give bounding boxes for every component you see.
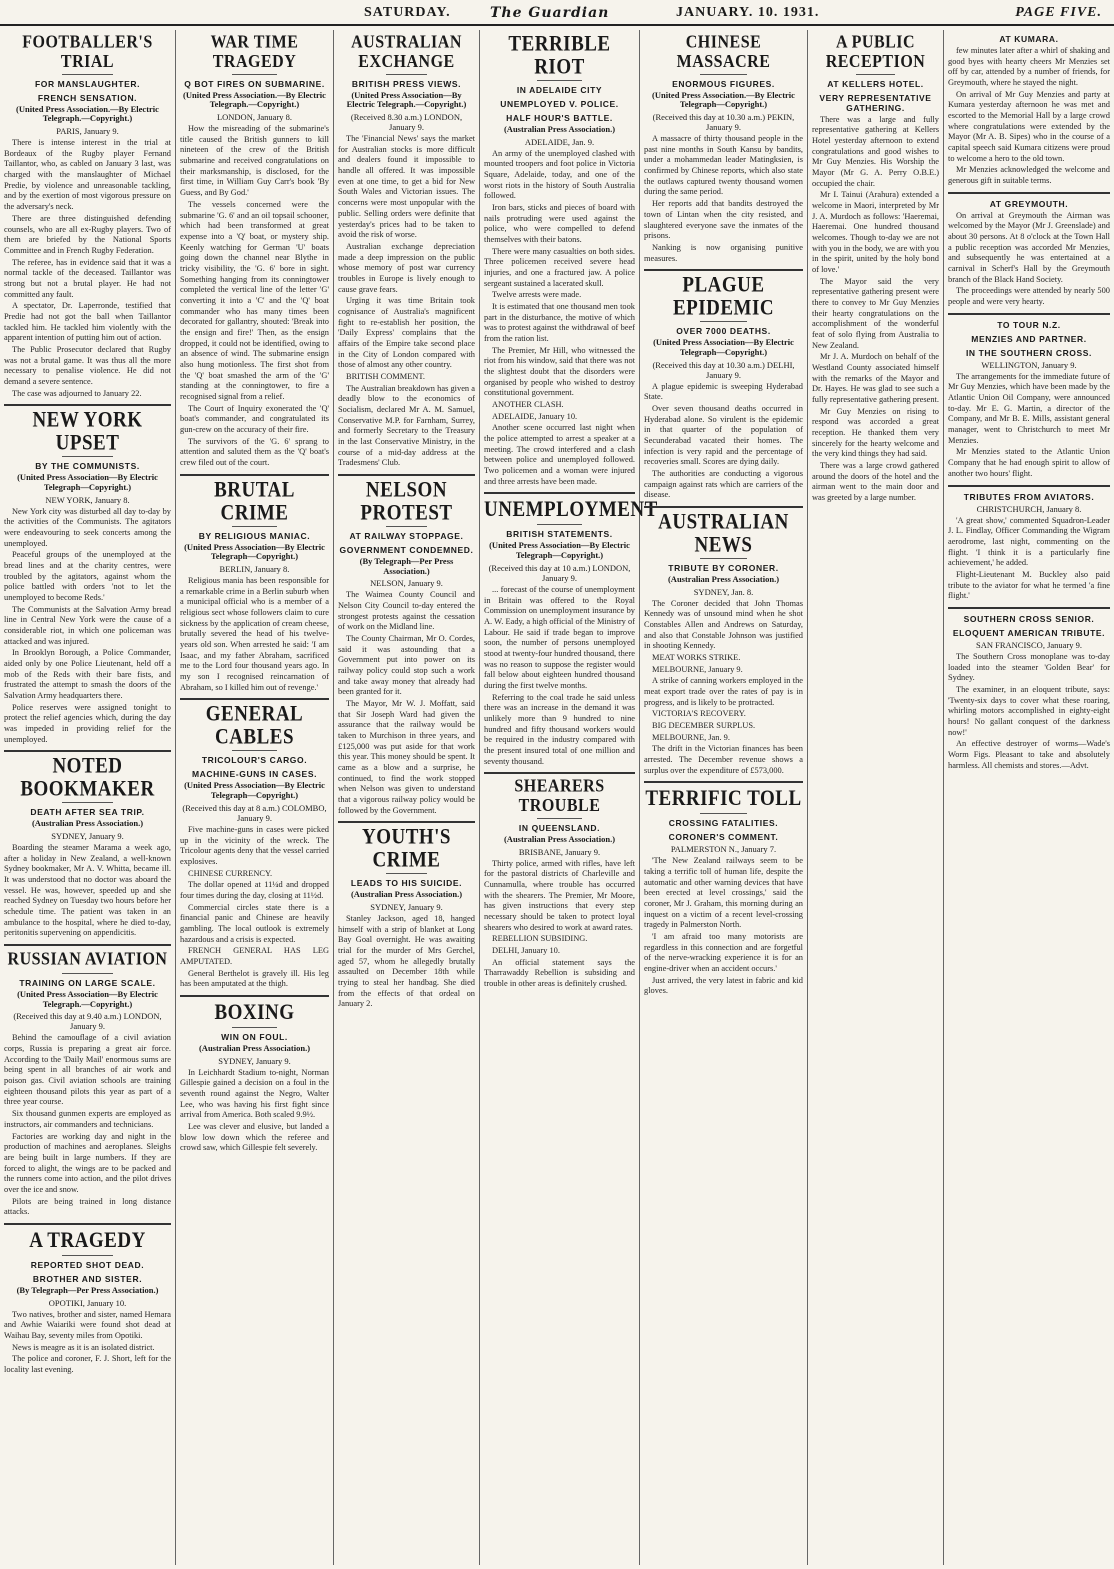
- dateline: (Received 8.30 a.m.) LONDON, January 9.: [350, 112, 463, 133]
- subhead: WIN ON FOUL.: [221, 1031, 288, 1042]
- article: [644, 269, 803, 501]
- paragraph: Urging it was time Britain took cognisance of Australia's magnificent fight to re-establish her position, the 'Daily Express' complains that the affairs of the Empire take second place in the City of London compared with those of almost any other country.: [338, 296, 475, 370]
- article: [644, 32, 803, 264]
- headline: GENERAL CABLES: [205, 702, 304, 750]
- paragraph: On arrival of Mr Guy Menzies and party at Kumara yesterday afternoon he was met and escorted to the Memorial Hall by a large crowd where congratulations were extended by the Mayor (Mr A. B. Sipes) who in the course of a capital speech said Kumara citizens were proud to welcome a hero to the old town.: [948, 89, 1110, 163]
- article: [338, 32, 475, 469]
- headline-rule: [537, 818, 582, 819]
- headline: FOOTBALLER'S TRIAL: [22, 32, 153, 72]
- page-number: PAGE FIVE.: [1015, 5, 1102, 20]
- headline-rule: [700, 321, 748, 322]
- column-divider: [948, 607, 1110, 609]
- paragraph: Religious mania has been responsible for a remarkable crime in a Berlin suburb when a municipal official who is a member of a religious sect whose followers claim to cure sickness by the application of cream cheese, brutally severed the head of his twelve-years old son. When arrested he said: 'I am Isaac, and my father Abraham, sacrificed me to the Lord four thousand years ago. In my son I recognised reincarnation of Abraham, so I killed him out of revenge.': [180, 576, 329, 692]
- article-body: [644, 599, 803, 777]
- column-2: [176, 30, 334, 1565]
- article-body: [948, 46, 1110, 187]
- paragraph: The County Chairman, Mr O. Cordes, said it was astounding that a Government put into power on its railway policy could stop such a work and take away money that already had been granted for it.: [338, 634, 475, 697]
- article: [338, 474, 475, 817]
- headline-rule: [700, 558, 748, 559]
- headline: NOTED BOOKMAKER: [20, 754, 155, 802]
- headline: CHINESE MASSACRE: [676, 32, 771, 72]
- paragraph: Over seven thousand deaths occurred in Hyderabad alone. So virulent is the epidemic in that quarter of the population of Secunderabad vacated their homes. The infection is very rapid and the percentage of recoveries small. Scores are dying daily.: [644, 403, 803, 467]
- paragraph: Stanley Jackson, aged 18, hanged himself with a strip of blanket at Long Bay Goal overnight. He was awaiting trial for the murder of Mrs Gerchel, aged 57, whom he allegedly brutally assaulted on December 18th while trying to steal her handbag. She died from the effects of that ordeal on January 2.: [338, 914, 475, 1009]
- article-body: [484, 585, 635, 767]
- subhead: ENORMOUS FIGURES.: [672, 78, 775, 89]
- headline-rule: [232, 74, 277, 75]
- paragraph: BIG DECEMBER SURPLUS.: [652, 721, 756, 731]
- wire-credit: (Australian Press Association.): [667, 573, 780, 584]
- subhead: BY THE COMMUNISTS.: [35, 461, 140, 472]
- paragraph: There was a large crowd gathered around the doors of the hotel and the airman went to the main door and was greeted by a large number.: [812, 461, 939, 503]
- paragraph: The Waimea County Council and Nelson City Council to-day entered the strongest protests against the cessation of work on the Midland line.: [338, 590, 475, 632]
- paragraph: A strike of canning workers employed in the meat export trade over the rates of pay is in progress, and is likely to be protracted.: [644, 676, 803, 707]
- article-body: [338, 134, 475, 469]
- paragraph: Boarding the steamer Marama a week ago, after a holiday in New Zealand, a well-known Sydney bookmaker, Mr A. V. Whitta, became ill. It was understood that no doctor was aboard the vessel. He was, however, speeded up and she reached Sydney on Tuesday two hours before her schedule time. The patient was taken in an ambulance to the hospital, where he died to-day, peritonitis supervening on appendicitis.: [4, 843, 171, 938]
- dateline: OPOTIKI, January 10.: [48, 1297, 127, 1308]
- column-divider: [4, 944, 171, 946]
- paragraph: The 'Financial News' says the market for Australian stocks is more difficult and dealers found it impossible to handle all offered. It was impossible even at one time, to get a bid for New South Wales and Victorian issues. The concerns were most unpopular with the public. Selling orders were definite that yesterday's prices had to be taken to avoid the risk of worse.: [338, 134, 475, 240]
- column-1: [0, 30, 176, 1565]
- subhead: FOR MANSLAUGHTER.: [34, 78, 141, 89]
- headline: AUSTRALIAN EXCHANGE: [351, 32, 462, 72]
- article-body: [4, 843, 171, 939]
- paragraph: In Leichhardt Stadium to-night, Norman Gillespie gained a decision on a foul in the seventh round against the Negro, Walter Lee, who was having his first fight since arrival from America. Both scaled 9.9½.: [180, 1067, 329, 1120]
- dateline: ADELAIDE, Jan. 9.: [524, 136, 595, 147]
- column-divider: [4, 750, 171, 752]
- headline-rule: [386, 74, 427, 75]
- subhead: AT RAILWAY STOPPAGE.: [349, 530, 464, 541]
- dateline: BERLIN, January 8.: [219, 564, 290, 575]
- paragraph: Another scene occurred last night when the police attempted to arrest a speaker at a meeting. The crowd interfered and a clash between police and unemployed followed. Two policemen and a woman were injured and three arrests have been made.: [484, 423, 635, 486]
- article-body: [4, 1033, 171, 1217]
- paragraph: Factories are working day and night in the production of machines and aeroplanes. Sleighs are being built in large numbers. If they are forced to alight, the wings are to be packed and the runners come into action, and the pilot drives over the ice and snow.: [4, 1131, 171, 1194]
- subhead: IN THE SOUTHERN CROSS.: [965, 347, 1093, 358]
- wire-credit: (United Press Association.—By Electric Telegraph—Copyright.): [652, 89, 795, 110]
- headline-rule: [386, 526, 427, 527]
- paragraph: Two natives, brother and sister, named Hemara and Awhie Waiariki were found shot dead at Waihau Bay, seventy miles from Opotiki.: [4, 1309, 171, 1340]
- article: [948, 485, 1110, 602]
- paragraph: ANOTHER CLASH.: [492, 400, 564, 410]
- paragraph: Five machine-guns in cases were picked up in the vicinity of the wreck. The Tricolour agents deny that the vessel carried explosives.: [180, 824, 329, 866]
- dateline: SAN FRANCISCO, January 9.: [975, 639, 1083, 650]
- dateline: (Received this day at 9.40 a.m.) LONDON, January 9.: [13, 1011, 162, 1032]
- dateline: (Received this day at 10.30 a.m.) DELHI, January 9.: [652, 359, 795, 380]
- dateline: NELSON, January 9.: [370, 578, 443, 589]
- paragraph: There is intense interest in the trial at Bordeaux of the Rugby player Fernand Taillantor, who, as cabled on January 3 last, was charged with the manslaughter of Michael Predie, by violence and unreasonable tackling, and by the exertion of most vigorous pressure on the adversary's neck.: [4, 138, 171, 212]
- paragraph: There are three distinguished defending counsels, who are all ex-Rugby players. Two of them are briefed by the National Sports Committee and in French Rugby Federation.: [4, 213, 171, 255]
- headline-rule: [386, 873, 427, 874]
- headline: RUSSIAN AVIATION: [7, 949, 168, 970]
- article-body: [180, 1068, 329, 1154]
- paragraph: The examiner, in an eloquent tribute, says: 'Twenty-six days to cover what these roaring, whirling motors accomplished in eighty-eight hours! No gallant conquest of the darkness now!': [948, 684, 1110, 737]
- subhead: REPORTED SHOT DEAD.: [30, 1259, 145, 1270]
- paragraph: The police and coroner, F. J. Short, left for the locality last evening.: [4, 1354, 171, 1374]
- column-divider: [644, 506, 803, 508]
- column-divider: [180, 698, 329, 700]
- paragraph: New York city was disturbed all day to-day by the activities of the Communists. The agitators were endeavouring to seek concerts among the unemployed.: [4, 506, 171, 548]
- subhead: OVER 7000 DEATHS.: [676, 326, 771, 337]
- paragraph: The Australian breakdown has given a deadly blow to the economics of Socialism, declared Mr A. M. Samuel, Conservative M.P. for Farnham, Surrey, and formerly Secretary to the Treasury in the last Conservative Ministry, in the course of a mid-day address at the Tradesmens' Club.: [338, 383, 475, 468]
- article-body: [948, 211, 1110, 308]
- subhead: FRENCH SENSATION.: [37, 92, 138, 103]
- subhead: BRITISH STATEMENTS.: [506, 529, 613, 540]
- headline-rule: [62, 802, 112, 803]
- article: [644, 781, 803, 997]
- article: [948, 607, 1110, 771]
- article: [948, 192, 1110, 308]
- paragraph: In Brooklyn Borough, a Police Commander, aided only by one Police Lieutenant, held off a mob of the Reds with their bare fists, and frustrated the attempt to smash the doors of the Salvation Army headquarters there.: [4, 648, 171, 701]
- subhead: AT KELLERS HOTEL.: [827, 78, 924, 89]
- paragraph: CHINESE CURRENCY.: [188, 868, 273, 878]
- dateline: LONDON, January 8.: [216, 112, 293, 123]
- paragraph: The dollar opened at 11¼d and dropped four times during the day, closing at 11½d.: [180, 880, 329, 900]
- subhead: CORONER'S COMMENT.: [668, 832, 779, 843]
- column-divider: [338, 821, 475, 823]
- headline-rule: [232, 750, 277, 751]
- column-divider: [4, 1223, 171, 1225]
- paragraph: Behind the camouflage of a civil aviation corps, Russia is preparing a great air force. According to the 'Daily Mail' enormous sums are being spent in all branches of air work and poison gas. Civil aviation schools are training eighteen thousand pilots this year as part of a three year course.: [4, 1033, 171, 1107]
- paragraph: The Mayor said the very representative gathering present were there to convey to Mr Guy Menzies their hearty congratulations on the accomplishment of the wonderful feat of solo flying from Australia to New Zealand.: [812, 276, 939, 350]
- subhead: TRICOLOUR'S CARGO.: [201, 755, 308, 766]
- subhead: VERY REPRESENTATIVE GATHERING.: [819, 92, 932, 113]
- headline: A PUBLIC RECEPTION: [825, 32, 926, 72]
- dateline: CHRISTCHURCH, January 8.: [976, 503, 1082, 514]
- article: [4, 404, 171, 745]
- article-body: [812, 115, 939, 504]
- headline: BRUTAL CRIME: [214, 477, 295, 525]
- subhead: ELOQUENT AMERICAN TRIBUTE.: [952, 627, 1106, 638]
- article: [4, 32, 171, 399]
- paragraph: The arrangements for the immediate future of Mr Guy Menzies, which have been made by the Atlantic Union Oil Company, were announced to-day. Mr E. G. Martin, a director of the Company, and Mr B. E. Mills, assistant general manager, went to Christchurch to meet Mr Menzies.: [948, 371, 1110, 445]
- masthead-day: SATURDAY.: [364, 5, 451, 20]
- subhead: TRAINING ON LARGE SCALE.: [19, 977, 156, 988]
- headline-rule: [62, 973, 112, 974]
- subhead: TO TOUR N.Z.: [997, 319, 1061, 330]
- column-divider: [338, 474, 475, 476]
- dateline: SYDNEY, January 9.: [370, 902, 443, 913]
- headline: A TRAGEDY: [29, 1228, 146, 1253]
- headline: NEW YORK UPSET: [32, 408, 143, 456]
- headline: TERRIFIC TOLL: [645, 786, 802, 811]
- paragraph: The Public Prosecutor declared that Rugby was not a brutal game. It was thus all the more necessary to penalise violence. He did not demand a severe sentence.: [4, 344, 171, 386]
- wire-credit: (United Press Association—By Electric Telegraph—Copyright.): [653, 337, 794, 357]
- article: [948, 313, 1110, 480]
- dateline: (Received this day at 8 a.m.) COLOMBO, January 9.: [182, 802, 327, 823]
- paragraph: ... forecast of the course of unemployment in Britain was offered to the Royal Commission on unemployment insurance by A. W. Eady, a high official of the Ministry of Labour. He said if trade began to improve soon, the number of persons unemployed stood at twenty-four hundred thousand, there was no reason to suppose the register would fall below about eighteen hundred thousand during the first twelve months.: [484, 584, 635, 690]
- headline: WAR TIME TRAGEDY: [210, 32, 299, 72]
- paragraph: Mr J. A. Murdoch on behalf of the Westland County associated himself with the remarks of the Mayor and Dr. Hayes. He was glad to see such a fully representative gathering present.: [812, 352, 939, 405]
- wire-credit: (United Press Association—By Electric Telegraph—Copyright.): [184, 780, 325, 801]
- headline: NELSON PROTEST: [360, 477, 453, 525]
- headline: UNEMPLOYMENT: [484, 497, 658, 522]
- headline: PLAGUE EPIDEMIC: [672, 273, 775, 321]
- dateline: (Received this day at 10 a.m.) LONDON, January 9.: [488, 562, 631, 583]
- paragraph: The Coroner decided that John Thomas Kennedy was of unsound mind when he shot Constables Allen and Andrews on Saturday, and also that Constable Johnson was justified in shooting Kennedy.: [644, 598, 803, 651]
- headline-rule: [232, 1027, 277, 1028]
- article: [484, 31, 635, 487]
- paragraph: How the misreading of the submarine's title caused the British gunners to kill nineteen of the crew of the British submarine and received congratulations on their marksmanship, is disclosed, for the first time, in William Guy Carr's book 'By Guess, and By God.': [180, 124, 329, 198]
- column-3: [334, 30, 480, 1565]
- paragraph: Just arrived, the very latest in fabric and kid gloves.: [644, 975, 803, 996]
- article-body: [644, 382, 803, 501]
- paragraph: REBELLION SUBSIDING.: [492, 934, 588, 944]
- article: [338, 821, 475, 1010]
- subhead: CROSSING FATALITIES.: [668, 818, 779, 829]
- article-body: [948, 372, 1110, 480]
- wire-credit: (United Press Association—By Electric Telegraph.—Copyright.): [17, 988, 158, 1009]
- paragraph: FRENCH GENERAL HAS LEG AMPUTATED.: [180, 946, 329, 966]
- subhead: IN ADELAIDE CITY: [516, 84, 603, 95]
- article: [948, 34, 1110, 187]
- paragraph: The drift in the Victorian finances has been arrested. The December revenue shows a surplus over the expenditure of £573,000.: [644, 744, 803, 775]
- paragraph: MEAT WORKS STRIKE.: [652, 652, 741, 662]
- paragraph: The Premier, Mr Hill, who witnessed the riot from his window, said that there was not the slightest doubt that the disorders were organised by people who wished to destroy constitutional government.: [484, 345, 635, 398]
- wire-credit: (Australian Press Association.): [31, 818, 144, 829]
- wire-credit: (United Press Association—By Electric Telegraph.—Copyright.): [346, 89, 467, 110]
- article: [4, 1223, 171, 1376]
- paragraph: DELHI, January 10.: [492, 946, 560, 956]
- article-body: [484, 859, 635, 990]
- article: [180, 698, 329, 989]
- column-divider: [180, 995, 329, 997]
- dateline: (Received this day at 10.30 a.m.) PEKIN, January 9.: [652, 112, 795, 133]
- paragraph: There was a large and fully representative gathering at Kellers Hotel yesterday afternoon to extend congratulations and good wishes to Mr Guy Menzies. His Worship the Mayor (Mr G. A. Perry O.B.E.) occupied the chair.: [812, 114, 939, 188]
- paragraph: The Southern Cross monoplane was to-day loaded into the steamer 'Golden Bear' for Sydney.: [948, 651, 1110, 683]
- article: [644, 506, 803, 776]
- paragraph: The survivors of the 'G. 6' sprang to attention and saluted them as the 'Q' boat's crew filed out of the court.: [180, 436, 329, 467]
- dateline: NEW YORK, January 8.: [45, 494, 130, 505]
- paragraph: 'A great show,' commented Squadron-Leader J. L. Findlay, Officer Commanding the Wigram aerodrome, last night, commenting on the flight. 'I think it is a particularly fine achievement,' he added.: [948, 515, 1110, 568]
- paragraph: On arrival at Greymouth the Airman was welcomed by the Mayor (Mr J. Greenslade) and about 30 persons. At 8 o'clock at the Town Hall a public reception was accorded Mr Menzies, and subsequently he was entertained at a carnival in Scherf's Hall by the Greymouth branch of the Black Hand Society.: [948, 210, 1110, 284]
- article-body: [484, 149, 635, 488]
- newspaper-page: [0, 30, 1114, 1565]
- article-body: [644, 856, 803, 997]
- paragraph: Mr I. Tainui (Arahura) extended a welcome in Maori, interpreted by Mr J. A. Murdoch as follows: 'Haeremai, Haeremai. One hundred thousand welcomes. Though to-day we are not with you in the body, we are with you in the spirit, united by the holy bond of love.': [812, 190, 939, 274]
- paragraph: few minutes later after a whirl of shaking and good byes with hearty cheers Mr Menzies set off by car, attended by a number of friends, for Greymouth, where he stayed the night.: [948, 46, 1110, 88]
- headline-rule: [856, 74, 894, 75]
- wire-credit: (Australian Press Association.): [503, 123, 616, 134]
- paragraph: BRITISH COMMENT.: [346, 371, 425, 381]
- article-body: [4, 138, 171, 399]
- column-4: [480, 30, 658, 1565]
- dateline: SYDNEY, January 9.: [218, 1055, 291, 1066]
- paragraph: Nanking is now organising punitive measures.: [644, 242, 803, 263]
- paragraph: An official statement says the Tharrawaddy Rebellion is subsiding and trouble in other areas is definitely crushed.: [484, 957, 635, 989]
- column-divider: [484, 772, 635, 774]
- newspaper-name: The Guardian: [490, 5, 610, 21]
- dateline: SYDNEY, January 9.: [51, 831, 124, 842]
- paragraph: The case was adjourned to January 22.: [12, 388, 142, 398]
- paragraph: 'The New Zealand railways seem to be taking a terrific toll of human life, despite the automatic and other warning devices that have been erected at level crossings,' said the coroner, Mr J. Graham, this morning during an inquest on a victim of a recent level-crossing tragedy in Palmerston North.: [644, 856, 803, 930]
- masthead-date: JANUARY. 10. 1931.: [676, 5, 820, 20]
- paragraph: The Communists at the Salvation Army bread line in Central New York were the cause of a considerable riot, in which one policeman was attacked and was injured.: [4, 604, 171, 646]
- wire-credit: (Australian Press Association.): [198, 1042, 311, 1053]
- subhead: DEATH AFTER SEA TRIP.: [30, 807, 145, 818]
- subhead: BRITISH PRESS VIEWS.: [351, 78, 462, 89]
- paragraph: A massacre of thirty thousand people in the past nine months in South Kansu by bandits, under a mohammedan leader Matingksien, is confirmed by Chinese reports, which also state the outlaws captured twenty thousand women during the same period.: [644, 134, 803, 197]
- article: [180, 995, 329, 1154]
- column-divider: [948, 485, 1110, 487]
- article: [484, 772, 635, 989]
- wire-credit: (United Press Association.—By Electric Telegraph.—Copyright.): [16, 103, 159, 124]
- dateline: PARIS, January 9.: [56, 126, 119, 137]
- paragraph: Six thousand gunmen experts are employed as instructors, air commanders and technicians.: [4, 1109, 171, 1129]
- subhead: BROTHER AND SISTER.: [32, 1273, 143, 1284]
- subhead: IN QUEENSLAND.: [518, 822, 601, 833]
- column-divider: [948, 313, 1110, 315]
- paragraph: There were many casualties on both sides. Three policemen received severe head injuries, and one a fractured jaw. A police sergeant sustained a lacerated skull.: [484, 246, 635, 288]
- article-body: [948, 652, 1110, 771]
- paragraph: The referee, has in evidence said that it was a normal tackle of the deceased. Taillantor was strong but not a brutal player. He had not committed any fault.: [4, 257, 171, 299]
- paragraph: Mr Guy Menzies on rising to respond was accorded a great reception. He thanked them very sincerely for the hearty welcome and the very kind things they had said.: [812, 406, 939, 459]
- dateline: PALMERSTON N., January 7.: [670, 844, 777, 855]
- paragraph: Mr Menzies acknowledged the welcome and generous gift in suitable terms.: [948, 165, 1110, 186]
- column-6: [808, 30, 944, 1565]
- wire-credit: (By Telegraph—Per Press Association.): [16, 1284, 159, 1295]
- subhead: TRIBUTE BY CORONER.: [668, 562, 779, 573]
- paragraph: It is estimated that one thousand men took part in the disturbance, the motive of which was to protest against the withdrawal of beef from the ration list.: [484, 302, 635, 344]
- column-divider: [948, 192, 1110, 194]
- subhead: LEADS TO HIS SUICIDE.: [350, 878, 463, 889]
- dateline: WELLINGTON, January 9.: [981, 359, 1077, 370]
- headline-rule: [700, 74, 748, 75]
- paragraph: A spectator, Dr. Laperronde, testified that Predie had not got the ball when Taillantor tackled him. He tackled him violently with the apparent intention of putting him out of action.: [4, 301, 171, 343]
- wire-credit: (United Press Association.—By Electric Telegraph.—Copyright.): [183, 89, 326, 110]
- paragraph: 'I am afraid too many motorists are regardless in this connection and are forgetful of the nerve-wracking experience it is for an engine-driver when an accident occurs.': [644, 932, 803, 974]
- column-divider: [180, 474, 329, 476]
- headline-rule: [537, 524, 582, 525]
- wire-credit: (United Press Association—By Electric Telegraph—Copyright.): [17, 472, 158, 492]
- subhead: GOVERNMENT CONDEMNED.: [339, 544, 474, 555]
- subhead: Q BOT FIRES ON SUBMARINE.: [184, 78, 325, 89]
- headline-rule: [62, 1255, 112, 1256]
- paragraph: The proceedings were attended by nearly 500 people and were very hearty.: [948, 286, 1110, 307]
- article: [180, 32, 329, 469]
- paragraph: Flight-Lieutenant M. Buckley also paid tribute to the aviator for what he termed 'a fine flight.': [948, 569, 1110, 601]
- masthead: [0, 0, 1114, 26]
- subhead: SOUTHERN CROSS SENIOR.: [963, 613, 1095, 624]
- wire-credit: (By Telegraph—Per Press Association.): [359, 555, 454, 576]
- paragraph: Mr Menzies stated to the Atlantic Union Company that he had enough spirit to allow of another two hours' flight.: [948, 447, 1110, 478]
- column-divider: [644, 269, 803, 271]
- subhead: UNEMPLOYED V. POLICE.: [500, 98, 619, 109]
- wire-credit: (Australian Press Association.): [350, 889, 463, 900]
- article-body: [338, 914, 475, 1010]
- subhead: AT GREYMOUTH.: [989, 198, 1069, 209]
- article-body: [338, 590, 475, 816]
- column-7: [944, 30, 1114, 1565]
- column-5: [640, 30, 808, 1565]
- headline-rule: [232, 526, 277, 527]
- paragraph: VICTORIA'S RECOVERY.: [652, 709, 746, 719]
- headline-rule: [537, 80, 582, 81]
- subhead: BY RELIGIOUS MANIAC.: [198, 530, 311, 541]
- paragraph: General Berthelot is gravely ill. His leg has been amputated at the thigh.: [180, 968, 329, 989]
- headline: BOXING: [214, 1000, 295, 1025]
- article-body: [948, 516, 1110, 602]
- wire-credit: (United Press Association—By Electric Telegraph—Copyright.): [184, 541, 325, 562]
- column-divider: [644, 781, 803, 783]
- paragraph: Australian exchange depreciation made a deep impression on the public whose memory of post war currency troubles in Europe is lively enough to cause grave fears.: [338, 241, 475, 294]
- article-body: [180, 124, 329, 469]
- article-body: [644, 134, 803, 264]
- subhead: MENZIES AND PARTNER.: [971, 333, 1087, 344]
- headline: AUSTRALIAN NEWS: [658, 509, 789, 557]
- paragraph: Peaceful groups of the unemployed at the bread lines and at the charity centres, were troubled by the agitators, against whom the police battled with orders 'not to let the unemployed to become Reds.': [4, 550, 171, 603]
- article: [180, 474, 329, 694]
- article: [484, 492, 658, 767]
- headline-rule: [62, 74, 112, 75]
- article: [4, 750, 171, 939]
- subhead: AT KUMARA.: [999, 34, 1059, 44]
- article-body: [4, 507, 171, 746]
- article-body: [180, 576, 329, 693]
- paragraph: The vessels concerned were the submarine 'G. 6' and an oil topsail schooner, which had been transformed at great expense into a 'Q' boat, or mystery ship. Keenly watching for German 'U' boats going down the channel near Blythe in tricky visibility, the 'G. 6' bore in sight. Something hanging from its conningtower completed the vertical line of the letter 'G' converting it into a 'C' and the 'Q' boat commander who has many times been decorated for gallantry, shouted: 'Break into the ensign and fire!' Then, as the ensign dropped, it could not be identified, owing to an absence of wind. The submarine ensign also hung motionless. The first shot from the 'Q' boat smashed the arm of the 'G' standing at the conningtower, to fire a recognised signal from a relief.: [180, 199, 329, 401]
- paragraph: Twelve arrests were made.: [492, 290, 582, 300]
- headline: YOUTH'S CRIME: [361, 825, 452, 873]
- column-divider: [484, 492, 635, 494]
- paragraph: An army of the unemployed clashed with mounted troopers and foot police in Victoria Square, Adelaide, today, and one of the worst riots in the history of South Australia followed.: [484, 148, 635, 201]
- article: [4, 944, 171, 1218]
- article-body: [4, 1310, 171, 1376]
- headline: SHEARERS TROUBLE: [514, 776, 605, 816]
- paragraph: Thirty police, armed with rifles, have left for the pastoral districts of Charleville and Cunnamulla, where trouble has occurred with the shearers. The Premier, Mr Moore, has given instructions that every step necessary should be taken to protect loyal shearers who desired to work at award rates.: [484, 858, 635, 932]
- paragraph: The Court of Inquiry exonerated the 'Q' boat's commander, and congratulated its gun-crew on the accuracy of their fire.: [180, 403, 329, 434]
- wire-credit: (United Press Association—By Electric Telegraph—Copyright.): [489, 540, 630, 561]
- column-divider: [4, 404, 171, 406]
- paragraph: Her reports add that bandits destroyed the town of Lintan when the city resisted, and slaughtered everyone save the inmates of the prisons.: [644, 199, 803, 241]
- headline-rule: [700, 813, 748, 814]
- paragraph: ADELAIDE, January 10.: [492, 411, 578, 421]
- paragraph: Lee was clever and elusive, but landed a blow low down which the referee and crowd saw, which Gillespie felt severely.: [180, 1121, 329, 1153]
- paragraph: A plague epidemic is sweeping Hyderabad State.: [644, 381, 803, 402]
- paragraph: An effective destroyer of worms—Wade's Worm Figs. Pleasant to take and absolutely harmless. All chemists and stores.—Advt.: [948, 739, 1110, 770]
- paragraph: The Mayor, Mr W. J. Moffatt, said that Sir Joseph Ward had given the assurance that the railway would be taken to Murchison in three years, and £125,000 was put aside for that work this year. This money should be spent. It came as a blow and a surprise, he continued, to find the work stopped when Nelson was given to understand that a vigorous railway policy would be followed by the Government.: [338, 699, 475, 815]
- paragraph: Referring to the coal trade he said unless there was an increase in the demand it was unlikely more than 9 hundred to nine hundred and fifty thousand workers would be required in the industry compared with the present insured total of one million and seventy thousand.: [484, 692, 635, 766]
- dateline: SYDNEY, Jan. 8.: [693, 586, 754, 597]
- paragraph: MELBOURNE, January 9.: [652, 664, 743, 674]
- headline: TERRIBLE RIOT: [508, 31, 611, 79]
- subhead: MACHINE-GUNS IN CASES.: [191, 769, 318, 780]
- paragraph: Commercial circles state there is a financial panic and Chinese are heavily gambling. The local outlook is extremely hazardous and a crisis is expected.: [180, 902, 329, 944]
- paragraph: The authorities are conducting a vigorous campaign against rats which are carriers of the disease.: [644, 468, 803, 500]
- headline-rule: [62, 456, 112, 457]
- paragraph: News is meagre as it is an isolated district.: [12, 1342, 155, 1352]
- wire-credit: (Australian Press Association.): [503, 833, 616, 844]
- subhead: HALF HOUR'S BATTLE.: [506, 112, 613, 123]
- paragraph: Pilots are being trained in long distance attacks.: [4, 1196, 171, 1217]
- paragraph: MELBOURNE, Jan. 9.: [652, 732, 730, 742]
- article: [812, 32, 939, 504]
- subhead: TRIBUTES FROM AVIATORS.: [963, 491, 1095, 502]
- article-body: [180, 825, 329, 990]
- dateline: BRISBANE, January 9.: [518, 846, 601, 857]
- paragraph: Police reserves were assigned tonight to protect the relief agencies which, during the day was impeded in providing relief for the unemployed.: [4, 702, 171, 744]
- paragraph: Iron bars, sticks and pieces of board with nails protruding were used against the police, who were compelled to defend themselves with their batons.: [484, 203, 635, 245]
